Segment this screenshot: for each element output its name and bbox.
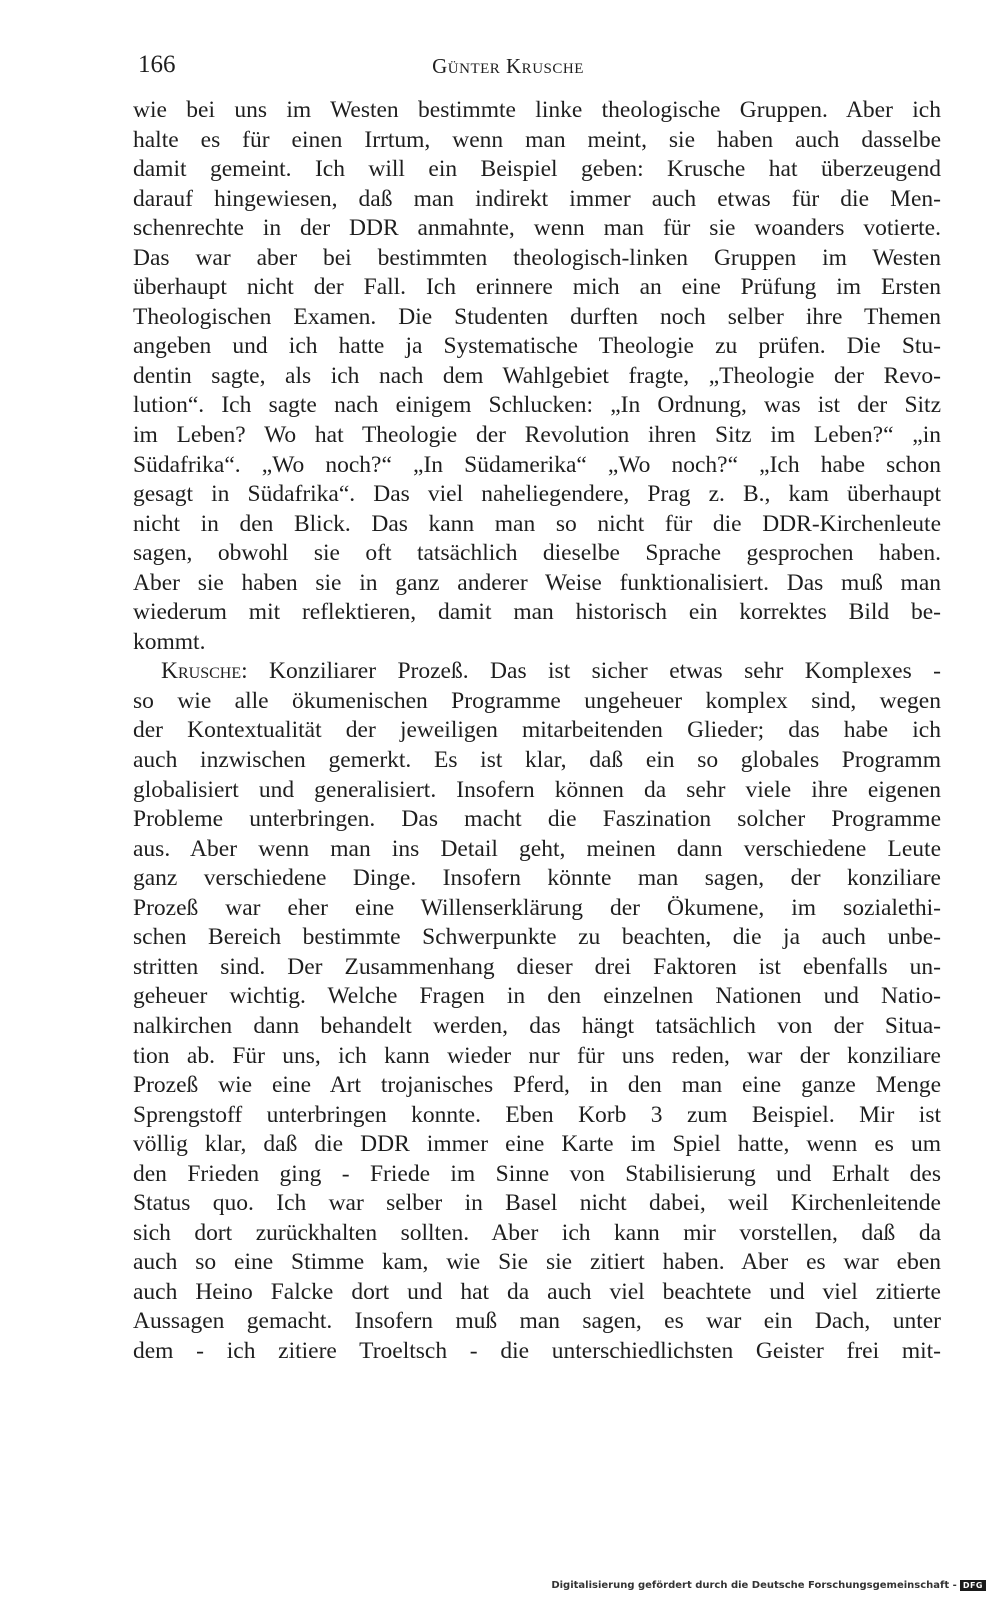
text-line: Theologischen Examen. Die Studenten durften noch selber ihre Themen	[133, 303, 941, 330]
text-line: wiederum mit reflektieren, damit man historisch ein korrektes Bild be-	[133, 599, 941, 626]
text-line: damit gemeint. Ich will ein Beispiel geben: Krusche hat überzeugend	[133, 156, 941, 183]
text-line: ganz verschiedene Dinge. Insofern könnte man sagen, der konziliare	[133, 865, 941, 892]
text-line: aus. Aber wenn man ins Detail geht, meinen dann verschiedene Leute	[133, 835, 941, 862]
page-header	[138, 50, 878, 80]
text-line: im Leben? Wo hat Theologie der Revolution ihren Sitz im Leben?“ „in	[133, 422, 941, 449]
text-line: Probleme unterbringen. Das macht die Faszination solcher Programme	[133, 806, 941, 833]
text-line: Südafrika“. „Wo noch?“ „In Südamerika“ „Wo noch?“ „Ich habe schon	[133, 451, 941, 478]
digitization-footer	[551, 1580, 986, 1591]
text-line: dem - ich zitiere Troeltsch - die unterschiedlichsten Geister frei mit-	[133, 1337, 941, 1364]
text-line: globalisiert und generalisiert. Insofern können da sehr viele ihre eigenen	[133, 776, 941, 803]
text-line: auch Heino Falcke dort und hat da auch viel beachtete und viel zitierte	[133, 1278, 941, 1305]
text-line: Sprengstoff unterbringen konnte. Eben Korb 3 zum Beispiel. Mir ist	[133, 1101, 941, 1128]
text-span: Konziliarer Prozeß. Das ist sicher etwas sehr Komplexes -	[247, 658, 941, 685]
body-text	[133, 96, 941, 1367]
text-line: Aber sie haben sie in ganz anderer Weise funktionalisiert. Das muß man	[133, 569, 941, 596]
speaker-name: Krusche:	[161, 658, 248, 685]
text-line	[133, 657, 941, 687]
text-line: dentin sagte, als ich nach dem Wahlgebiet fragte, „Theologie der Revo-	[133, 362, 941, 389]
text-line: Das war aber bei bestimmten theologisch-linken Gruppen im Westen	[133, 244, 941, 271]
text-line: den Frieden ging - Friede im Sinne von Stabilisierung und Erhalt des	[133, 1160, 941, 1187]
text-line: tion ab. Für uns, ich kann wieder nur für uns reden, war der konziliare	[133, 1042, 941, 1069]
text-line: angeben und ich hatte ja Systematische Theologie zu prüfen. Die Stu-	[133, 333, 941, 360]
text-line: Prozeß war eher eine Willenserklärung der Ökumene, im sozialethi-	[133, 894, 941, 921]
text-line: kommt.	[133, 628, 206, 655]
text-line: sich dort zurückhalten sollten. Aber ich kann mir vorstellen, daß da	[133, 1219, 941, 1246]
text-line: so wie alle ökumenischen Programme ungeheuer komplex sind, wegen	[133, 687, 941, 714]
text-line: schenrechte in der DDR anmahnte, wenn man für sie woanders votierte.	[133, 215, 941, 242]
text-line: halte es für einen Irrtum, wenn man meint, sie haben auch dasselbe	[133, 126, 941, 153]
dfg-logo: DFG	[960, 1580, 986, 1591]
page-number: 166	[138, 51, 176, 78]
text-line: stritten sind. Der Zusammenhang dieser drei Faktoren ist ebenfalls un-	[133, 953, 941, 980]
paragraph-2	[133, 657, 941, 1366]
text-line: sagen, obwohl sie oft tatsächlich dieselbe Sprache gesprochen haben.	[133, 540, 941, 567]
text-line: wie bei uns im Westen bestimmte linke theologische Gruppen. Aber ich	[133, 97, 941, 123]
paragraph-1	[133, 96, 941, 657]
text-line: nicht in den Blick. Das kann man so nicht für die DDR-Kirchenleute	[133, 510, 941, 537]
text-line: darauf hingewiesen, daß man indirekt immer auch etwas für die Men-	[133, 185, 941, 212]
text-line: Prozeß wie eine Art trojanisches Pferd, in den man eine ganze Menge	[133, 1072, 941, 1099]
text-line: nalkirchen dann behandelt werden, das hängt tatsächlich von der Situa-	[133, 1012, 941, 1039]
footer-credit-text: Digitalisierung gefördert durch die Deutsche Forschungsgemeinschaft -	[551, 1580, 957, 1591]
text-line: auch so eine Stimme kam, wie Sie sie zitiert haben. Aber es war eben	[133, 1249, 941, 1276]
text-line: völlig klar, daß die DDR immer eine Karte im Spiel hatte, wenn es um	[133, 1131, 941, 1158]
text-line: gesagt in Südafrika“. Das viel naheliegendere, Prag z. B., kam überhaupt	[133, 481, 941, 508]
text-line: Status quo. Ich war selber in Basel nicht dabei, weil Kirchenleitende	[133, 1190, 941, 1217]
text-line: der Kontextualität der jeweiligen mitarbeitenden Glieder; das habe ich	[133, 717, 941, 744]
text-line: lution“. Ich sagte nach einigem Schlucken: „In Ordnung, was ist der Sitz	[133, 392, 941, 419]
text-line: auch inzwischen gemerkt. Es ist klar, daß ein so globales Programm	[133, 747, 941, 774]
text-line: geheuer wichtig. Welche Fragen in den einzelnen Nationen und Natio-	[133, 983, 941, 1010]
text-line: schen Bereich bestimmte Schwerpunkte zu beachten, die ja auch unbe-	[133, 924, 941, 951]
running-head: Günter Krusche	[432, 54, 584, 78]
text-line: Aussagen gemacht. Insofern muß man sagen, es war ein Dach, unter	[133, 1308, 941, 1335]
text-line: überhaupt nicht der Fall. Ich erinnere mich an eine Prüfung im Ersten	[133, 274, 941, 301]
